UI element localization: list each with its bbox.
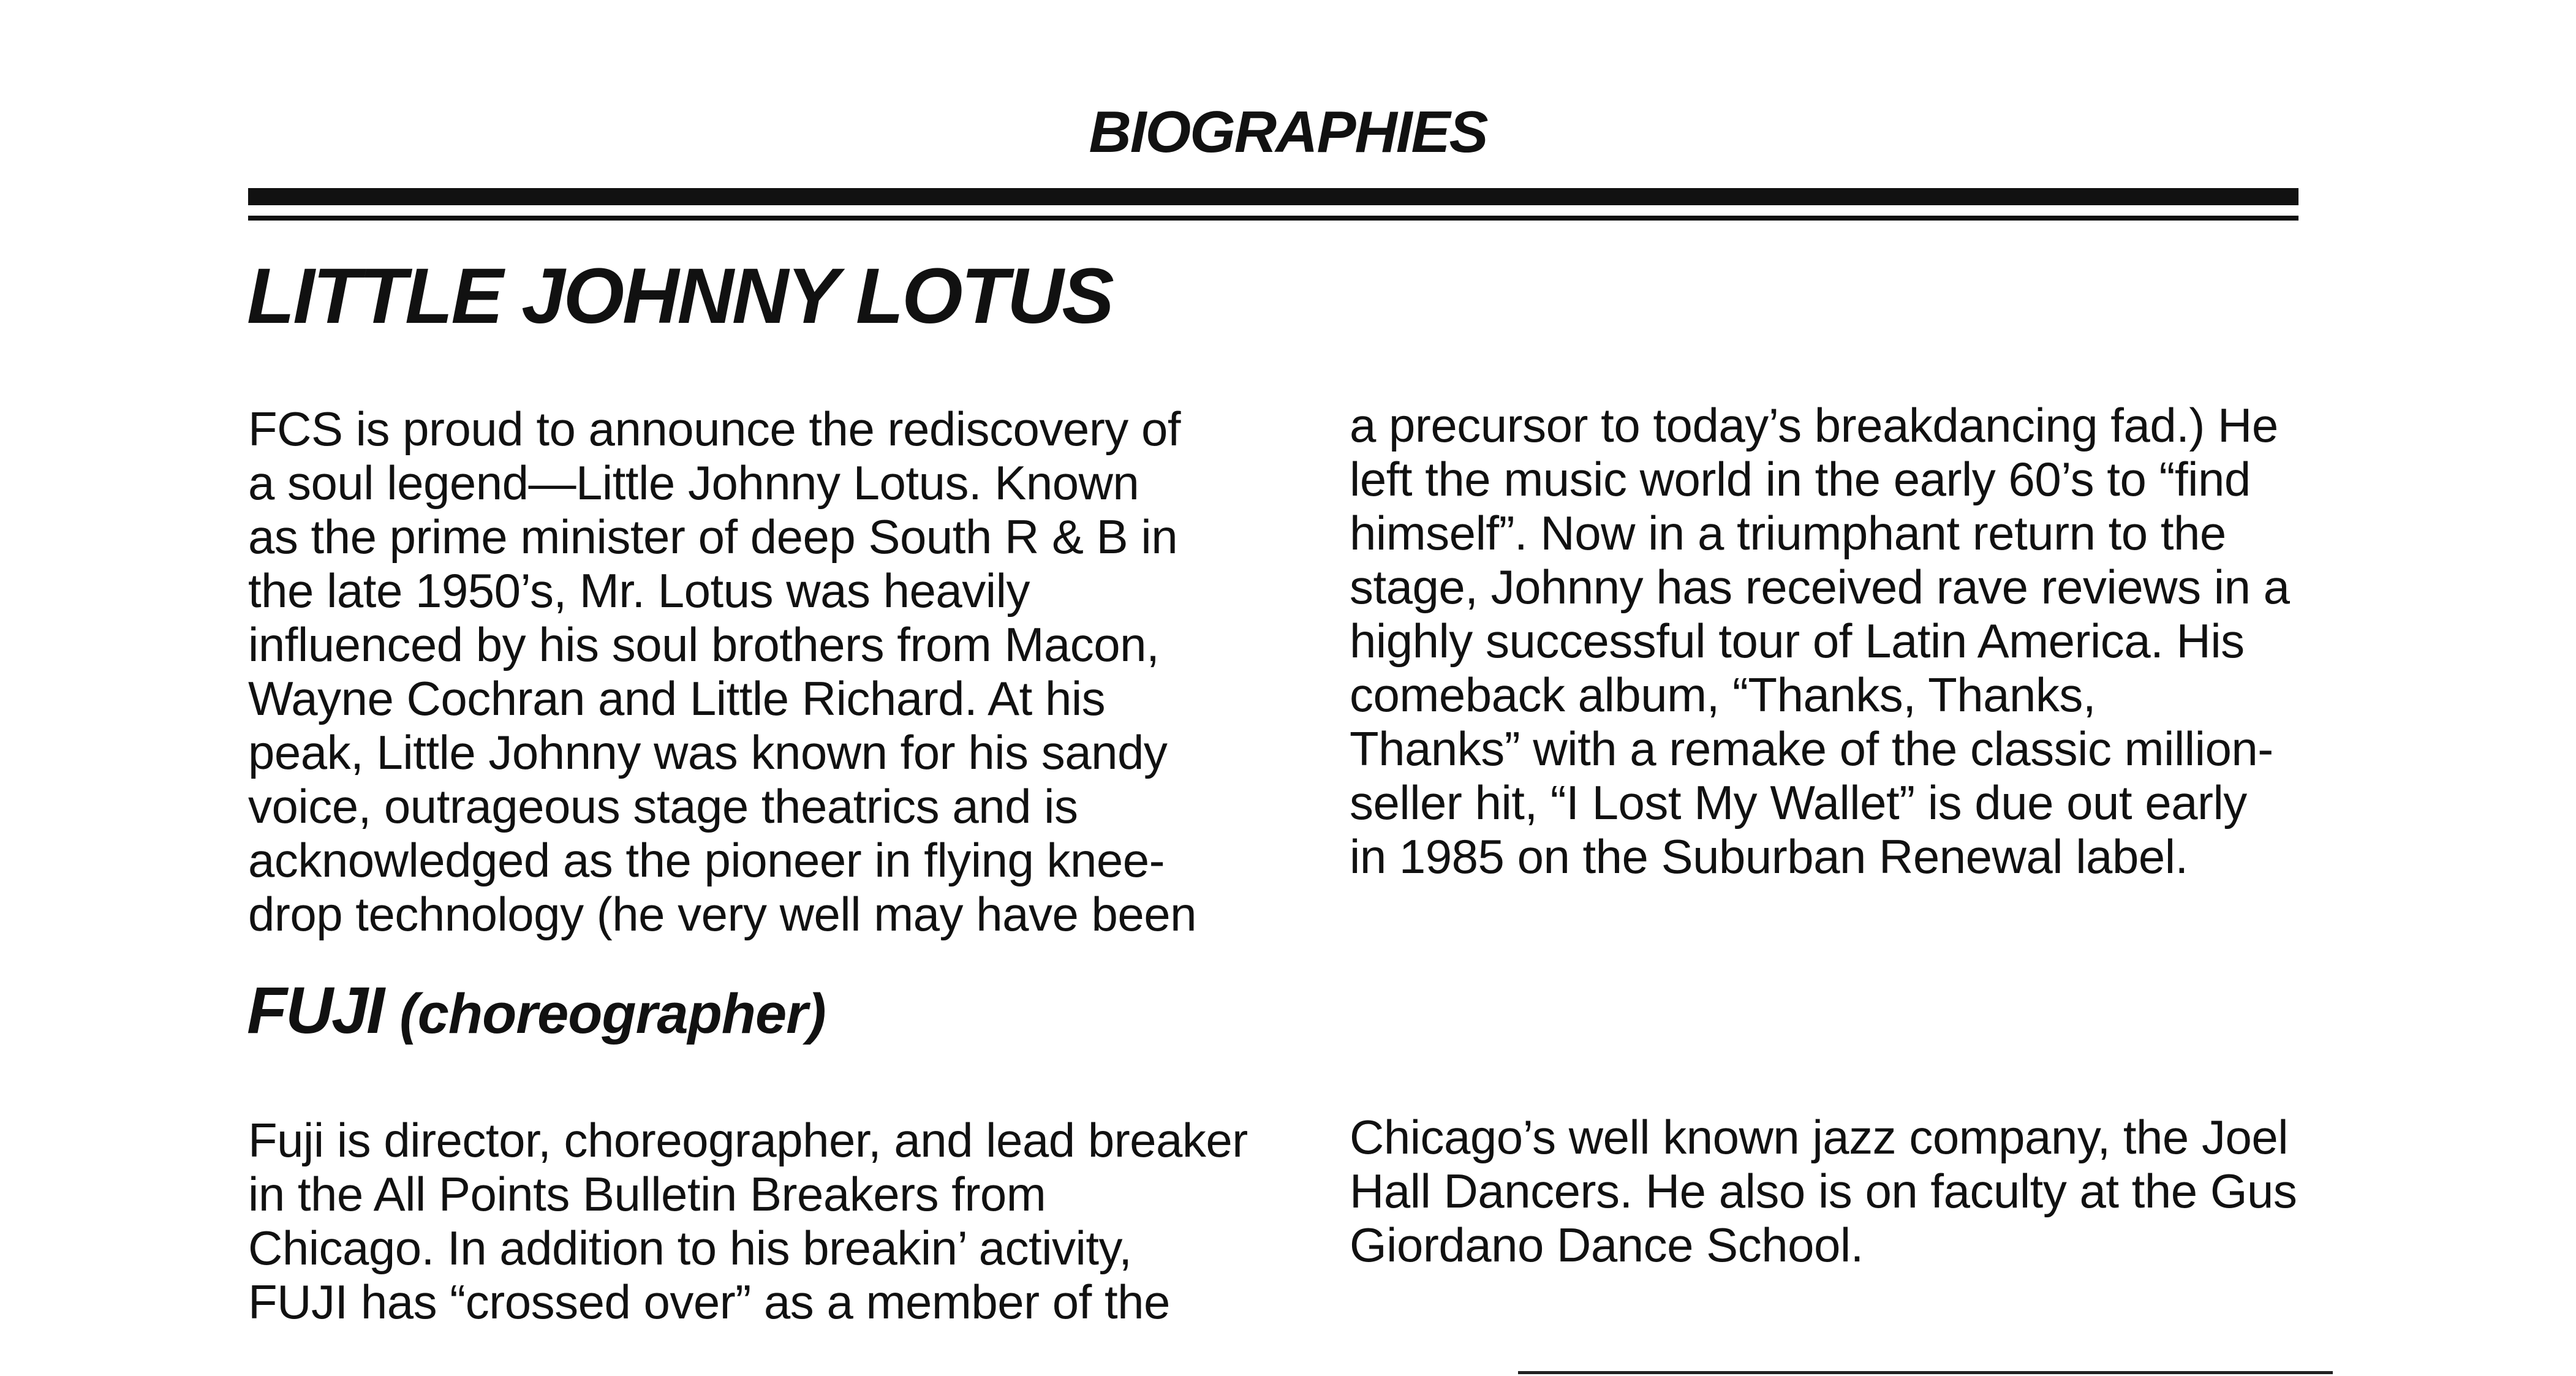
- bio-name: LITTLE JOHNNY LOTUS: [247, 252, 1112, 340]
- header-rule-thick: [248, 188, 2298, 205]
- bio-text-lotus-right-column: a precursor to today’s breakdancing fad.) He left the music world in the early 60’s to “find himself”. Now in a triumphant return to the stage, Johnny has received rave reviews in a highly successful tour of Latin America. His comeback album, “Thanks, Thanks, Thanks” with a remake of the classic million- seller hit, “I Lost My Wallet” is due out early in 1985 on the Suburban Renewal label.: [1350, 398, 2290, 883]
- bio-name: FUJI: [247, 973, 383, 1047]
- bio-heading-little-johnny-lotus: [247, 252, 1112, 340]
- bio-heading-fuji: [247, 973, 826, 1047]
- section-title: BIOGRAPHIES: [1089, 99, 1487, 165]
- bio-text-lotus-left-column: FCS is proud to announce the rediscovery of a soul legend—Little Johnny Lotus. Known as the prime minister of deep South R & B in the late 1950’s, Mr. Lotus was heavily influenced by his soul brothers from Macon, Wayne Cochran and Little Richard. At his peak, Little Johnny was known for his sandy voice, outrageous stage theatrics and is acknowledged as the pioneer in flying knee- drop technology (he very well may have been: [248, 402, 1197, 941]
- bio-text-fuji-right-column: Chicago’s well known jazz company, the Joel Hall Dancers. He also is on faculty at the Gus Giordano Dance School.: [1350, 1110, 2297, 1272]
- header-rule-thin: [248, 216, 2298, 221]
- bio-text-fuji-left-column: Fuji is director, choreographer, and lead breaker in the All Points Bulletin Breakers from Chicago. In addition to his breakin’ activity, FUJI has “crossed over” as a member of the: [248, 1113, 1248, 1329]
- bio-role-note: (choreographer): [399, 983, 826, 1045]
- footer-rule: [1518, 1371, 2333, 1374]
